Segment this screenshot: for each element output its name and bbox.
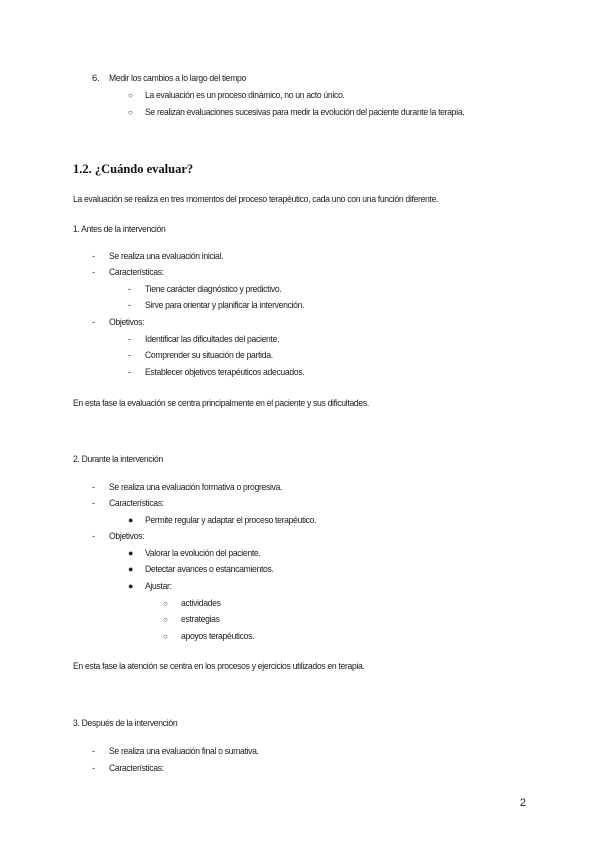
dash-bullet-icon: - <box>92 267 95 277</box>
phase-summary: En esta fase la atención se centra en los procesos y ejercicios utilizados en terapia. <box>73 660 365 671</box>
sub-item-text: Permite regular y adaptar el proceso terapéutico. <box>145 514 317 525</box>
dash-bullet-icon: - <box>92 746 95 756</box>
list-item-text: Se realiza una evaluación inicial. <box>109 250 224 261</box>
phase-title: 3. Después de la intervención <box>73 717 178 728</box>
circle-bullet-icon: ○ <box>163 599 168 608</box>
dash-bullet-icon: - <box>92 498 95 508</box>
page-number: 2 <box>519 797 526 809</box>
circle-bullet-icon: ○ <box>163 632 168 641</box>
list-number: 6. <box>92 72 100 83</box>
sub-sub-item-text: estrategias <box>181 613 220 624</box>
circle-bullet-icon: ○ <box>128 108 133 117</box>
dash-bullet-icon: - <box>128 300 131 310</box>
sub-item-text: La evaluación es un proceso dinámico, no un acto único. <box>145 89 345 100</box>
dash-bullet-icon: - <box>92 763 95 773</box>
bullet-icon: ● <box>128 548 134 558</box>
dash-bullet-icon: - <box>92 482 95 492</box>
dash-bullet-icon: - <box>92 317 95 327</box>
list-item-text: Se realiza una evaluación formativa o progresiva. <box>109 481 283 492</box>
phase-title: 1. Antes de la intervención <box>73 223 166 234</box>
list-item-label: Características: <box>109 497 164 508</box>
bullet-icon: ● <box>128 515 134 525</box>
list-item-label: Características: <box>109 762 164 773</box>
list-item-label: Objetivos: <box>109 316 145 327</box>
dash-bullet-icon: - <box>92 531 95 541</box>
sub-item-text: Establecer objetivos terapéuticos adecuados. <box>145 366 305 377</box>
circle-bullet-icon: ○ <box>163 615 168 624</box>
sub-item-text: Detectar avances o estancamientos. <box>145 563 274 574</box>
section-heading: 1.2. ¿Cuándo evaluar? <box>73 162 194 176</box>
list-item-text: Medir los cambios a lo largo del tiempo <box>109 72 247 83</box>
dash-bullet-icon: - <box>128 367 131 377</box>
list-item-label: Características: <box>109 266 164 277</box>
sub-item-text: Sirve para orientar y planificar la intervención. <box>145 299 305 310</box>
list-item-label: Objetivos: <box>109 530 145 541</box>
dash-bullet-icon: - <box>128 284 131 294</box>
phase-title: 2. Durante la intervención <box>73 453 163 464</box>
bullet-icon: ● <box>128 564 134 574</box>
circle-bullet-icon: ○ <box>128 91 133 100</box>
dash-bullet-icon: - <box>128 334 131 344</box>
sub-sub-item-text: actividades <box>181 597 221 608</box>
sub-item-text: Valorar la evolución del paciente. <box>145 547 261 558</box>
section-intro: La evaluación se realiza en tres momentos del proceso terapéutico, cada uno con una función diferente. <box>73 193 439 204</box>
sub-item-text: Identificar las dificultades del paciente. <box>145 333 280 344</box>
sub-item-text: Se realizan evaluaciones sucesivas para medir la evolución del paciente durante la terapia. <box>145 106 465 117</box>
sub-sub-item-text: apoyos terapéuticos. <box>181 630 255 641</box>
list-item-text: Se realiza una evaluación final o sumativa. <box>109 745 259 756</box>
sub-item-text: Ajustar: <box>145 580 172 591</box>
dash-bullet-icon: - <box>92 251 95 261</box>
bullet-icon: ● <box>128 581 134 591</box>
sub-item-text: Tiene carácter diagnóstico y predictivo. <box>145 283 282 294</box>
sub-item-text: Comprender su situación de partida. <box>145 349 273 360</box>
dash-bullet-icon: - <box>128 350 131 360</box>
phase-summary: En esta fase la evaluación se centra principalmente en el paciente y sus dificultades. <box>73 397 369 408</box>
